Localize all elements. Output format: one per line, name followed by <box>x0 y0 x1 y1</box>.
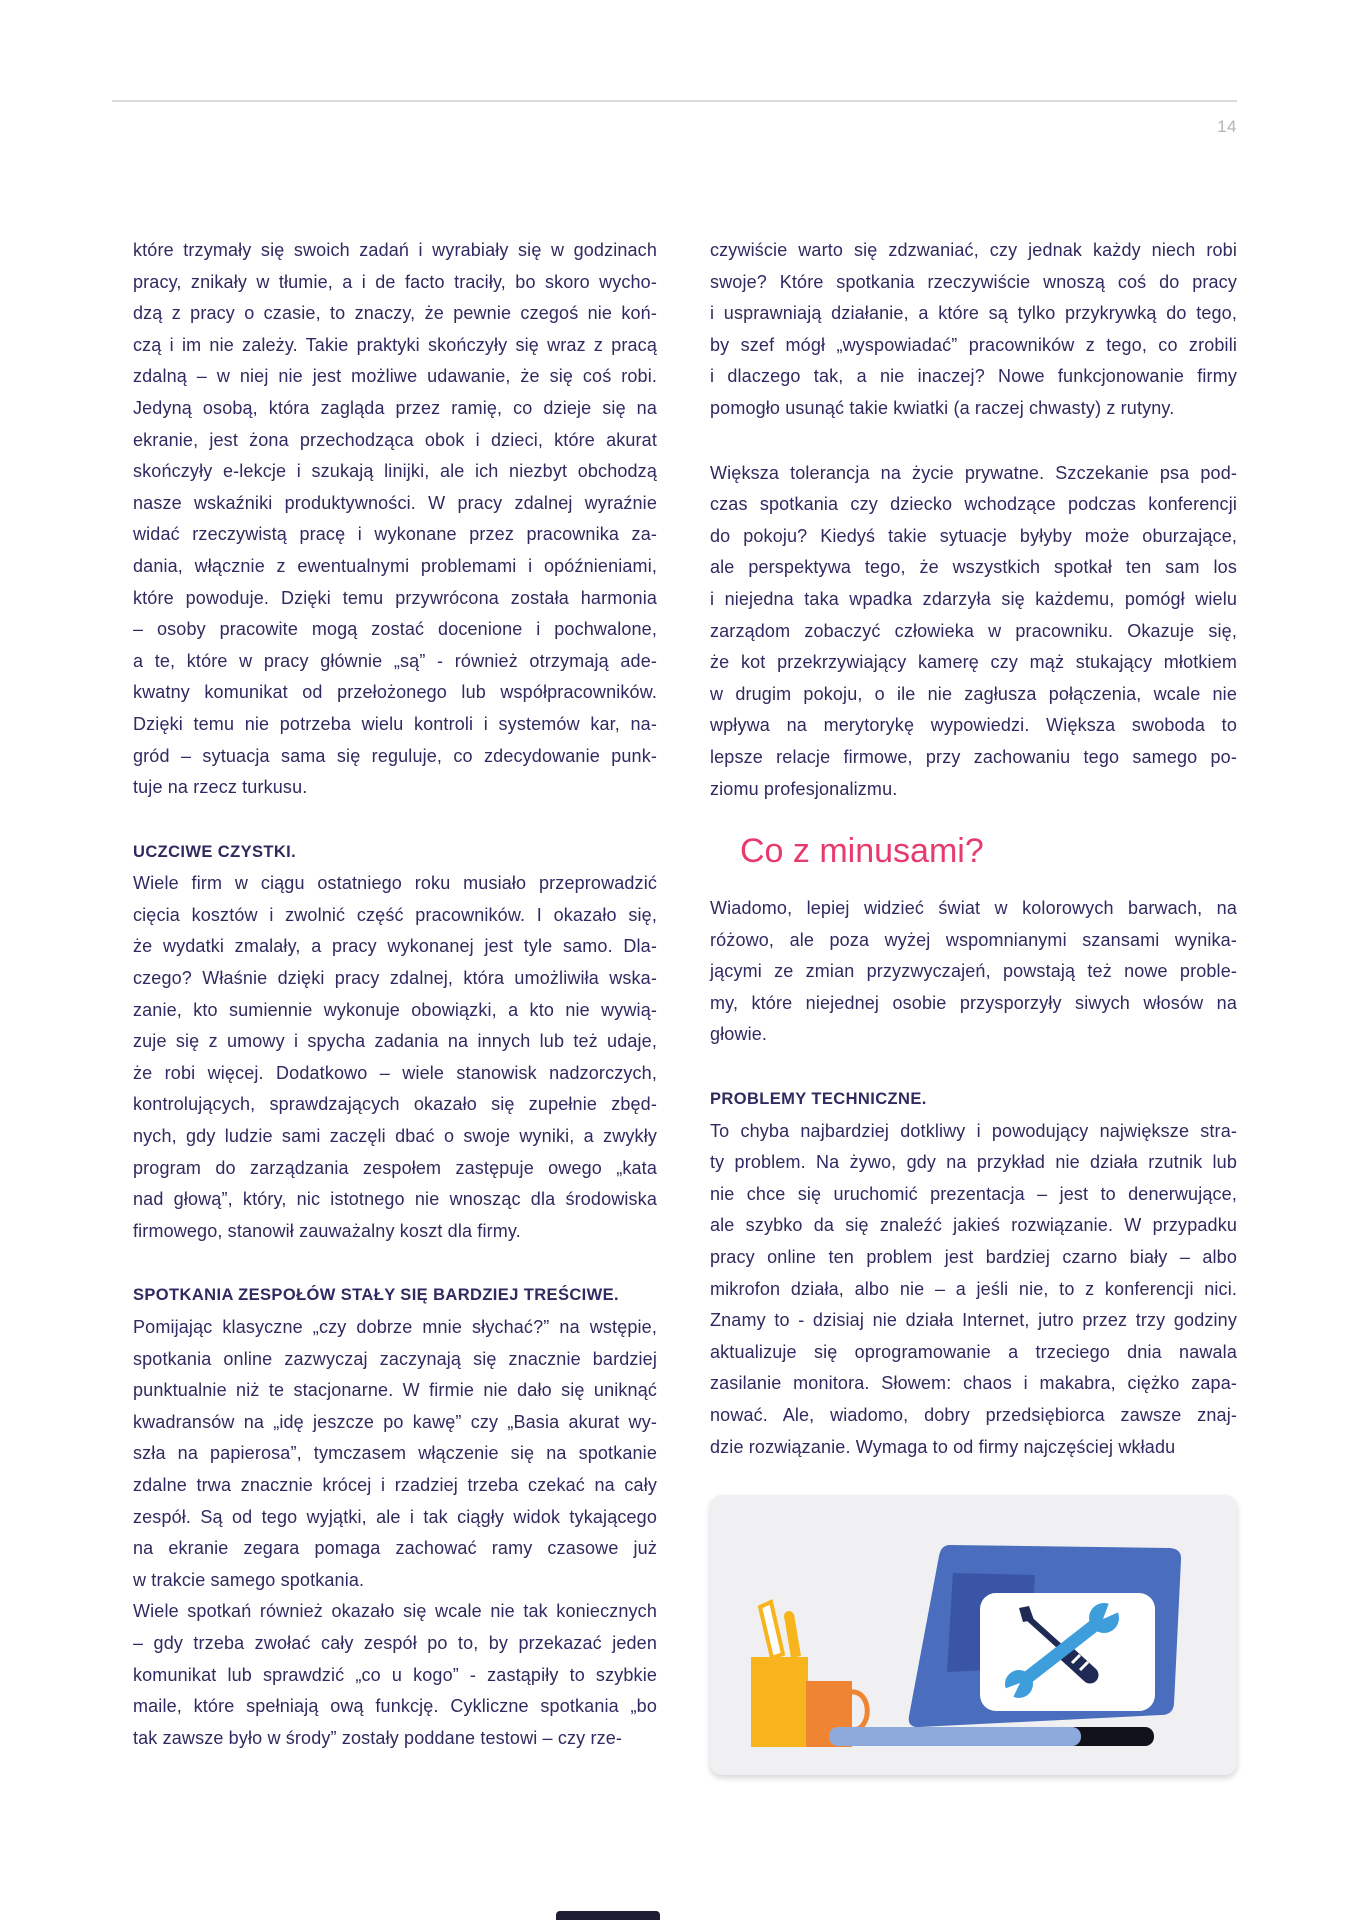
pen-icon <box>760 1602 783 1658</box>
tech-problems-illustration-card <box>710 1495 1237 1775</box>
paragraph-tolerancja: Większa tolerancja na życie prywatne. Szczekanie psa pod- czas spotkania czy dziecko wchodzące podczas konferencji do pokoju? Kiedyś takie sytuacje byłyby może oburzające, ale perspektywa tego, że wszystkich spotkał ten sam los i niejedna taka wpadka zdarzyła się każdemu, pomógł wielu zarządom zobaczyć człowieka w pracowniku. Okazuje się, że kot przekrzywiający kamerę czy mąż stukający młotkiem w drugim pokoju, o ile nie zagłusza połączenia, wcale nie wpływa na merytorykę wypowiedzi. Większa swoboda to lepsze relacje firmowe, przy zachowaniu tego samego po- ziomu profesjonalizmu. <box>710 462 1237 799</box>
section-heading-problemy-techniczne: PROBLEMY TECHNICZNE. <box>710 1090 927 1109</box>
pencil-cup <box>751 1657 808 1747</box>
pencil-icon <box>784 1614 801 1658</box>
mug-handle <box>850 1692 867 1730</box>
right-text-column <box>710 235 1237 1775</box>
paragraph-spotkania-2: Wiele spotkań również okazało się wcale nie tak koniecznych – gdy trzeba zwołać cały zespół po to, by przekazać jeden komunikat lub sprawdzić „co u kogo” - zastąpiły to szybkie maile, które spełniają ową funkcję. Cykliczne spotkania „bo tak zawsze było w środy” zostały poddane testowi – czy rze- <box>133 1601 657 1748</box>
paragraph-problemy-techniczne: To chyba najbardziej dotkliwy i powodujący największe stra- ty problem. Na żywo, gdy na przykład nie działa rzutnik lub nie chce się uruchomić prezentacja – jest to denerwujące, ale szybko da się znaleźć jakieś rozwiązanie. W przypadku pracy online ten problem jest bardziej czarno biały – albo mikrofon działa, albo nie – a jeśli nie, to z konferencji nici. Znamy to - dzisiaj nie działa Internet, jutro przez trzy godziny aktualizuje się oprogramowanie a trzeciego dnia nawala zasilanie monitora. Słowem: chaos i makabra, ciężko zapa- nować. Ale, wiadomo, dobry przedsiębiorca zawsze znaj- dzie rozwiązanie. Wymaga to od firmy najczęściej wkładu <box>710 1120 1237 1457</box>
section-title-co-z-minusami: Co z minusami? <box>740 832 984 871</box>
section-heading-spotkania: SPOTKANIA ZESPOŁÓW STAŁY SIĘ BARDZIEJ TREŚCIWE. <box>133 1286 620 1305</box>
next-section-peek <box>556 1911 660 1920</box>
paragraph-spotkania-cont: czywiście warto się zdzwaniać, czy jednak każdy niech robi swoje? Które spotkania rzeczywiście wnoszą coś do pracy i usprawniają działanie, a które są tylko przykrywką do tego, by szef mógł „wyspowiadać” pracowników z tego, co zrobili i dlaczego tak, a nie inaczej? Nowe funkcjonowanie firmy pomogło usunąć takie kwiatki (a raczej chwasty) z rutyny. <box>710 240 1237 418</box>
paragraph-minusy-intro: Wiadomo, lepiej widzieć świat w kolorowych barwach, na różowo, ale poza wyżej wspomnianymi szansami wynika- jącymi ze zmian przyzwyczajeń, powstają też nowe proble- my, które niejednej osobie przysporzyły siwych włosów na głowie. <box>710 898 1237 1045</box>
paragraph-uczciwe-czystki: Wiele firm w ciągu ostatniego roku musiało przeprowadzić cięcia kosztów i zwolnić część pracowników. I okazało się, że wydatki zmalały, a pracy wykonanej jest tyle samo. Dla- czego? Właśnie dzięki pracy zdalnej, która umożliwiła wska- zanie, kto sumiennie wykonuje obowiązki, a kto nie wywią- zuje się z umowy i spycha zadania na innych lub też udaje, że robi więcej. Dodatkowo – wiele stanowisk nadzorczych, kontrolujących, sprawdzających okazało się zupełnie zbęd- nych, gdy ludzie sami zaczęli dbać o swoje wyniki, a zwykły program do zarządzania zespołem zastępuje owego „kata nad głową”, który, nic istotnego nie wnosząc dla środowiska firmowego, stanowił zauważalny koszt dla firmy. <box>133 873 657 1241</box>
page-number: 14 <box>1217 117 1237 136</box>
paragraph-work-visibility: które trzymały się swoich zadań i wyrabiały się w godzinach pracy, znikały w tłumie, a i de facto traciły, bo skoro wycho- dzą z pracy o czasie, to znaczy, że pewnie czegoś nie koń- czą i im nie zależy. Takie praktyki skończyły się wraz z pracą zdalną – w niej nie jest możliwe udawanie, że się coś robi. Jedyną osobą, która zagląda przez ramię, co dzieje się na ekranie, jest żona przechodząca obok i dzieci, które akurat skończyły e-lekcje i szukają linijki, ale ich niezbyt obchodzą nasze wskaźniki produktywności. W pracy zdalnej wyraźnie widać rzeczywistą pracę i wykonane przez pracownika za- dania, włącznie z ewentualnymi problemami i opóźnieniami, które powoduje. Dzięki temu przywrócona została harmonia – osoby pracowite mogą zostać docenione i pochwalone, a te, które w pracy głównie „są” - również otrzymają ade- kwatny komunikat od przełożonego lub współpracowników. Dzięki temu nie potrzeba wielu kontroli i systemów kar, na- gród – sytuacja sama się reguluje, co zdecydowanie punk- tuje na rzecz turkusu. <box>133 240 657 798</box>
laptop-base <box>829 1727 1081 1746</box>
left-text-column <box>133 235 657 1754</box>
paragraph-spotkania-1: Pomijając klasyczne „czy dobrze mnie słychać?” na wstępie, spotkania online zazwyczaj zaczynają się znacznie bardziej punktualnie niż te stacjonarne. W firmie nie dało się uniknąć kwadransów na „idę jeszcze po kawę” czy „Basia akurat wy- szła na papierosa”, tymczasem włączenie się na spotkanie zdalne trwa znacznie krócej i rzadziej trzeba czekać na cały zespół. Są od tego wyjątki, ale i tak ciągły widok tykającego na ekranie zegara pomaga zachować ramy czasowe już w trakcie samego spotkania. <box>133 1317 657 1590</box>
laptop-repair-illustration <box>710 1495 1237 1775</box>
header-rule <box>112 100 1237 102</box>
section-heading-uczciwe-czystki: UCZCIWE CZYSTKI. <box>133 842 297 861</box>
